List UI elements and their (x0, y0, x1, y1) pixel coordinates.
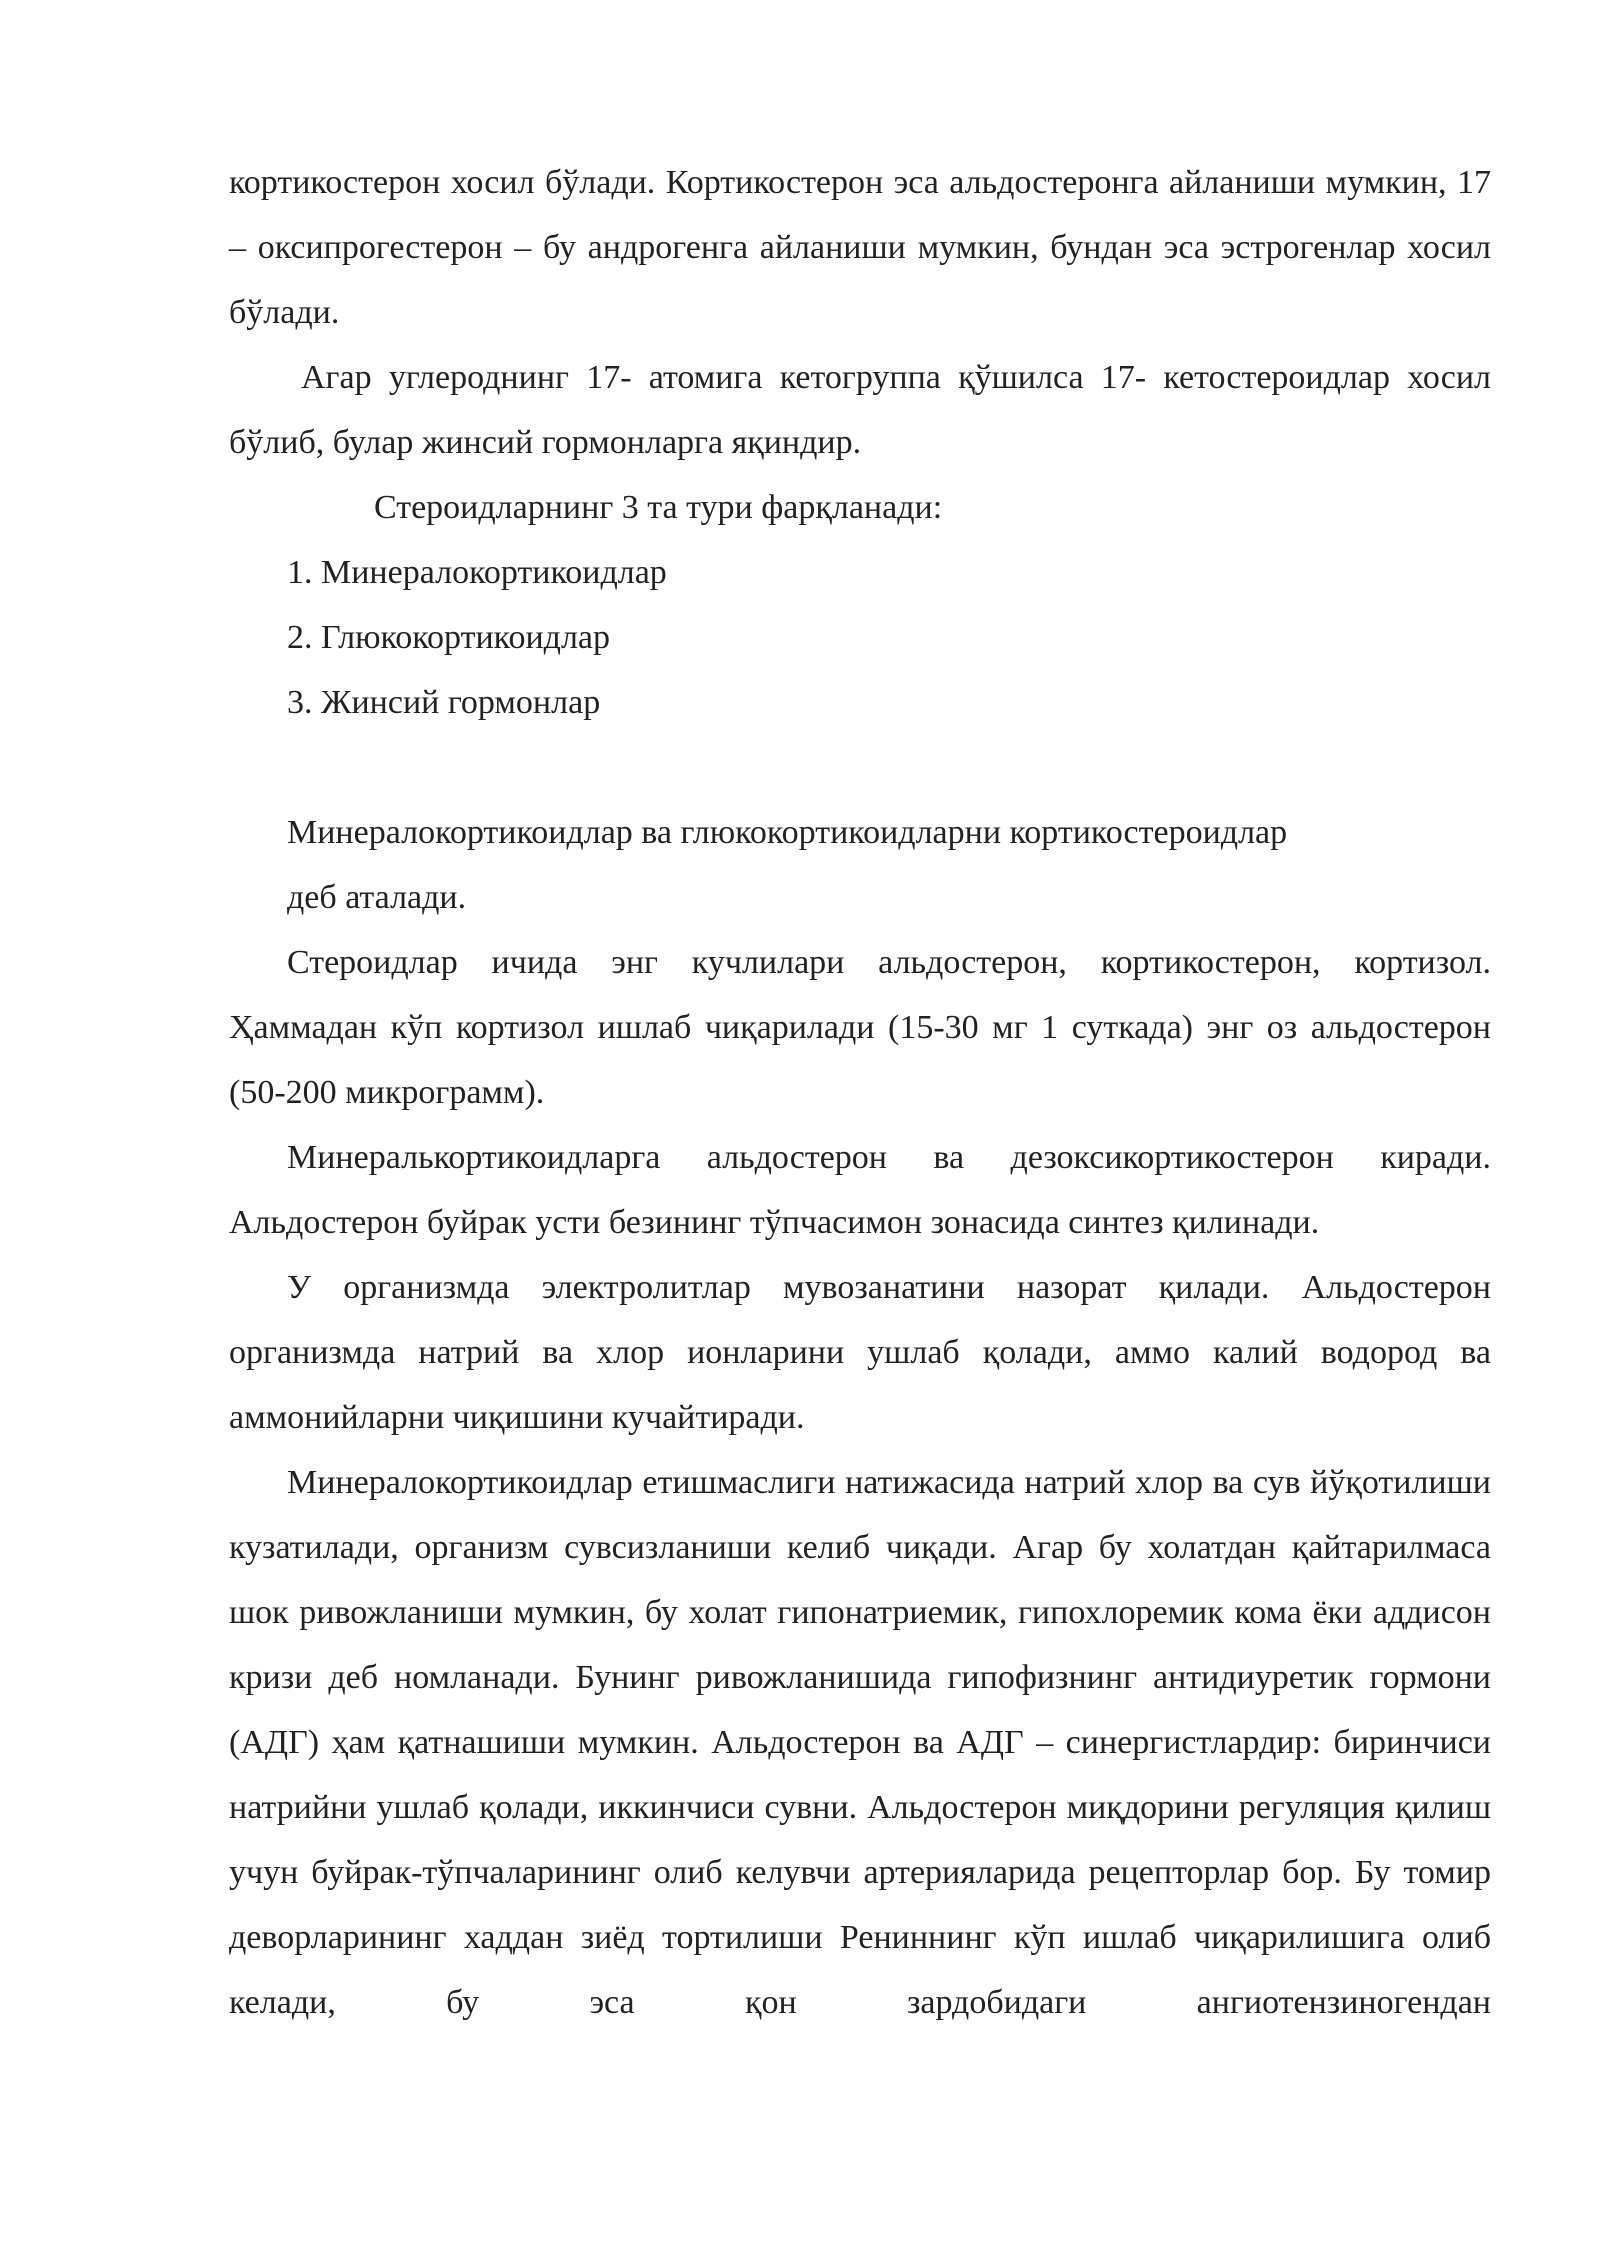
paragraph-steroid-types-intro: Стероидларнинг 3 та тури фарқланади: (374, 489, 943, 526)
list-item-sex-hormones: 3. Жинсий гормонлар (287, 684, 601, 721)
paragraph-corticosteroids-line1: Минералокортикоидлар ва глюкокортикоидларни кортикостероидлар (287, 814, 1288, 851)
paragraph-corticosterone: кортикостерон хосил бўлади. Кортикостерон эса альдостеронга айланиши мумкин, 17 – оксипрогестерон – бу андрогенга айланиши мумкин, бундан эса эстрогенлар хосил бўлади. (229, 164, 1491, 331)
list-item-glucocorticoids: 2. Глюкокортикоидлар (287, 619, 610, 656)
blank-line (229, 735, 1491, 800)
paragraph-strongest-steroids: Стероидлар ичида энг кучлилари альдостерон, кортикостерон, кортизол. Ҳаммадан кўп кортизол ишлаб чиқарилади (15-30 мг 1 суткада) энг оз альдостерон (50-200 микрограмм). (229, 944, 1491, 1111)
paragraph-ketosteroids: Агар углероднинг 17- атомига кетогруппа қўшилса 17- кетостероидлар хосил бўлиб, булар жинсий гормонларга яқиндир. (229, 359, 1491, 461)
paragraph-mineralocorticoid-members: Минералькортикоидларга альдостерон ва дезоксикортикостерон киради. Альдостерон буйрак усти безининг тўпчасимон зонасида синтез қилинади. (229, 1139, 1491, 1241)
paragraph-mineralocorticoid-deficiency: Минералокортикоидлар етишмаслиги натижасида натрий хлор ва сув йўқотилиши кузатилади, организм сувсизланиши келиб чиқади. Агар бу холатдан қайтарилмаса шок ривожланиши мумкин, бу холат гипонатриемик, гипохлоремик кома ёки аддисон кризи деб номланади. Бунинг ривожланишида гипофизнинг антидиуретик гормони (АДГ) ҳам қатнашиши мумкин. Альдостерон ва АДГ – синергистлардир: биринчиси натрийни ушлаб қолади, иккинчиси сувни. Альдостерон миқдорини регуляция қилиш учун буйрак-тўпчаларининг олиб келувчи артерияларида рецепторлар бор. Бу томир деворларининг хаддан зиёд тортилиши Рениннинг кўп ишлаб чиқарилишига олиб келади, бу эса қон зардобидаги ангиотензиногендан (229, 1464, 1491, 2021)
document-body (229, 150, 1491, 2035)
list-item-mineralocorticoids: 1. Минералокортикоидлар (287, 554, 667, 591)
paragraph-electrolyte-balance: У организмда электролитлар мувозанатини назорат қилади. Альдостерон организмда натрий ва хлор ионларини ушлаб қолади, аммо калий водород ва аммонийларни чиқишини кучайтиради. (229, 1269, 1491, 1436)
paragraph-corticosteroids-line2: деб аталади. (287, 879, 467, 916)
